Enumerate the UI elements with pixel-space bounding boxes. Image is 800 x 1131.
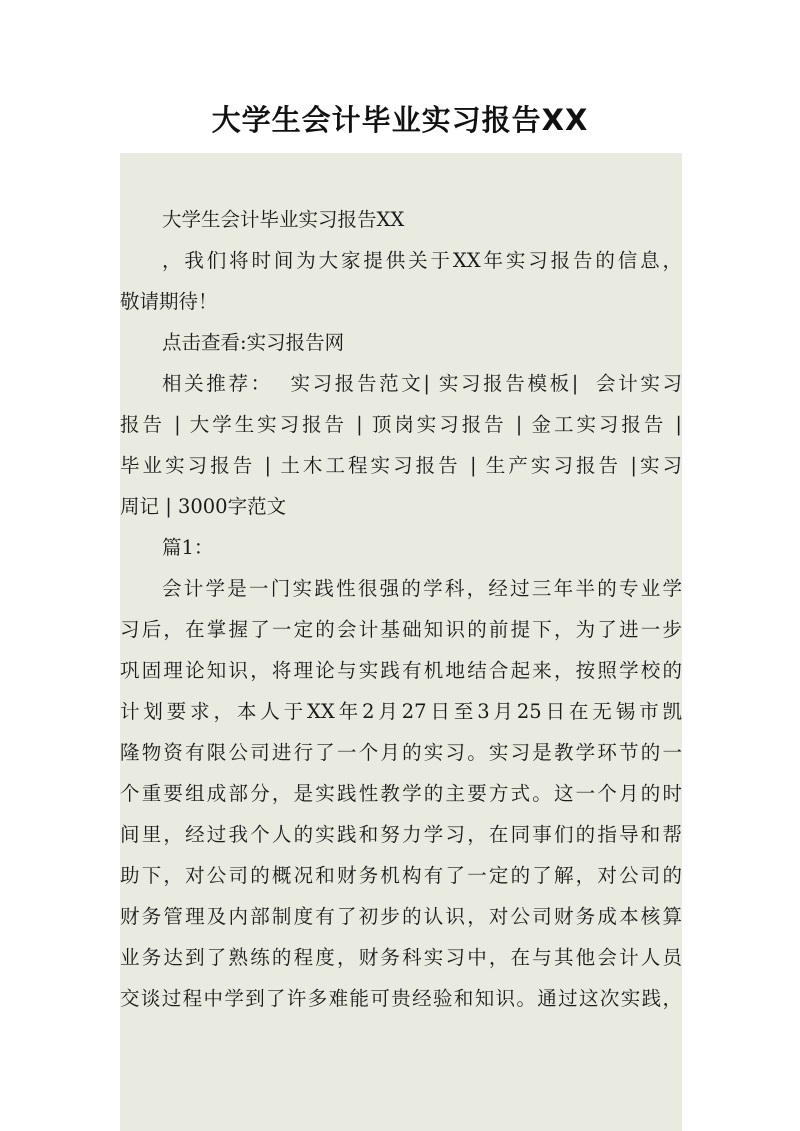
recommendation-line: 毕业实习报告 | 土木工程实习报告 | 生产实习报告 |实习 (120, 454, 682, 477)
paragraph-line: 个重要组成部分，是实践性教学的主要方式。这一个月的时 (120, 782, 682, 805)
paragraph-line: 隆物资有限公司进行了一个月的实习。实习是教学环节的一 (120, 741, 682, 764)
section-heading: 篇1： (162, 536, 214, 559)
paragraph-line: 业务达到了熟练的程度，财务科实习中，在与其他会计人员 (120, 946, 682, 969)
recommendation-line: 周记 | 3000字范文 (120, 495, 287, 518)
document-title: 大学生会计毕业实习报告XX (211, 103, 589, 137)
paragraph-line: 财务管理及内部制度有了初步的认识，对公司财务成本核算 (120, 905, 682, 928)
recommendation-line: 报告 | 大学生实习报告 | 顶岗实习报告 | 金工实习报告 | (120, 413, 682, 436)
paragraph-line: 间里，经过我个人的实践和努力学习，在同事们的指导和帮 (120, 823, 682, 846)
paragraph-line: 习后，在掌握了一定的会计基础知识的前提下，为了进一步 (120, 618, 682, 641)
paragraph-line: 助下，对公司的概况和财务机构有了一定的了解，对公司的 (120, 864, 682, 887)
recommendation-line: 相关推荐： 实习报告范文| 实习报告模板| 会计实习 (162, 372, 682, 395)
paragraph-line: 交谈过程中学到了许多难能可贵经验和知识。通过这次实践， (120, 987, 682, 1010)
paragraph-line: 会计学是一门实践性很强的学科，经过三年半的专业学 (162, 577, 682, 600)
document-body (120, 153, 682, 1131)
paragraph-line: 巩固理论知识，将理论与实践有机地结合起来，按照学校的 (120, 659, 682, 682)
body-line: 敬请期待！ (120, 290, 218, 313)
text-lines (120, 199, 682, 1019)
body-line-subtitle: 大学生会计毕业实习报告XX (162, 208, 405, 231)
related-link-line: 点击查看:实习报告网 (162, 331, 345, 354)
body-line: ，我们将时间为大家提供关于XX年实习报告的信息， (162, 249, 682, 272)
paragraph-line: 计划要求，本人于XX年2月27日至3月25日在无锡市凯 (120, 700, 682, 723)
